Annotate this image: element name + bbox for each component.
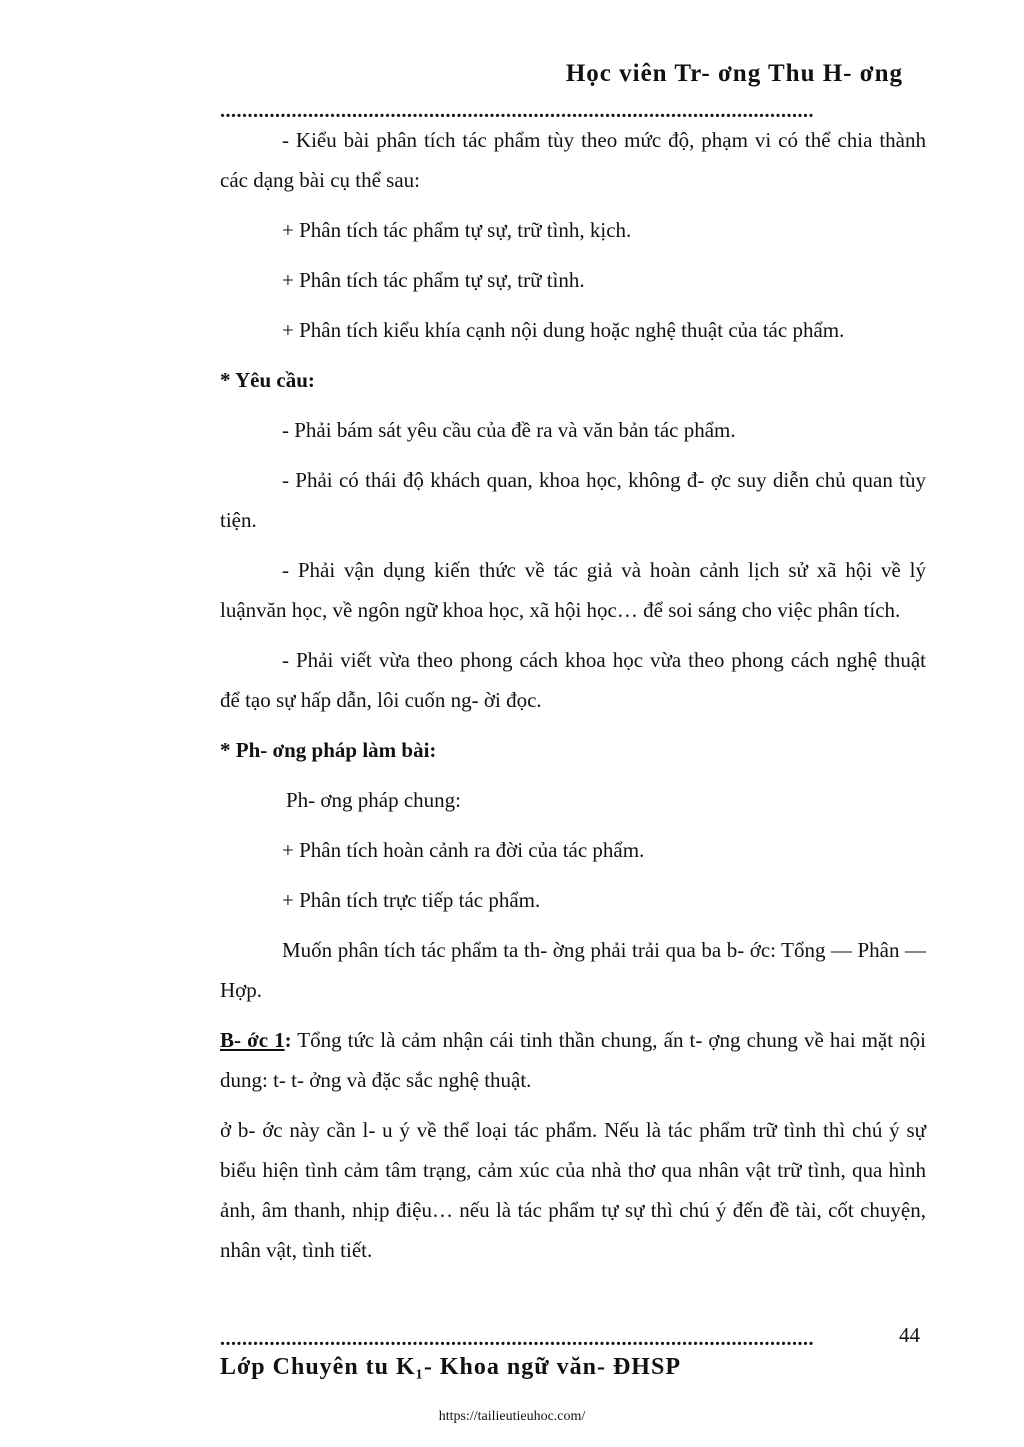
step-label: B- ớc 1 — [220, 1028, 285, 1052]
paragraph: + Phân tích hoàn cảnh ra đời của tác phẩm. — [282, 838, 645, 862]
step-text: Tổng tức là cảm nhận cái tinh thần chung, ấn t- ợng chung về hai mặt nội dung: t- t- ởng và đặc sắc nghệ thuật. — [220, 1028, 926, 1092]
page-number: 44 — [899, 1323, 920, 1347]
paragraph: Muốn phân tích tác phẩm ta th- ờng phải trải qua ba b- ớc: Tổng — Phân — Hợp. — [220, 938, 926, 1002]
source-url: https://tailieutieuhoc.com/ — [438, 1409, 586, 1424]
paragraph: + Phân tích kiểu khía cạnh nội dung hoặc nghệ thuật của tác phẩm. — [282, 318, 845, 342]
paragraph: Ph- ơng pháp chung: — [286, 788, 462, 812]
header-title: Học viên Tr- ơng Thu H- ơng — [565, 60, 903, 87]
step-colon: : — [284, 1028, 292, 1052]
step-paragraph — [220, 1020, 926, 1100]
paragraph: + Phân tích tác phẩm tự sự, trữ tình, kịch. — [282, 218, 632, 242]
paragraph: - Kiểu bài phân tích tác phẩm tùy theo mức độ, phạm vi có thể chia thành các dạng bài cụ thể sau: — [220, 128, 926, 192]
dotted-divider-top: ............................................................................................................ — [220, 100, 814, 122]
page-body — [220, 120, 926, 1280]
paragraph: + Phân tích trực tiếp tác phẩm. — [282, 888, 541, 912]
dotted-divider-bottom: ............................................................................................................ — [220, 1328, 814, 1350]
paragraph: - Phải viết vừa theo phong cách khoa học vừa theo phong cách nghệ thuật để tạo sự hấp dẫn, lôi cuốn ng- ời đọc. — [220, 648, 926, 712]
paragraph: + Phân tích tác phẩm tự sự, trữ tình. — [282, 268, 585, 292]
footer-title: Lớp Chuyên tu K₁- Khoa ngữ văn- ĐHSP — [220, 1354, 681, 1380]
paragraph: ở b- ớc này cần l- u ý về thể loại tác phẩm. Nếu là tác phẩm trữ tình thì chú ý sự biểu hiện tình cảm tâm trạng, cảm xúc của nhà thơ qua nhân vật trữ tình, qua hình ảnh, âm thanh, nhịp điệu… nếu là tác phẩm tự sự thì chú ý đến đề tài, cốt chuyện, nhân vật, tình tiết. — [220, 1118, 926, 1262]
section-heading: * Ph- ơng pháp làm bài: — [220, 738, 437, 762]
paragraph: - Phải vận dụng kiến thức về tác giả và hoàn cảnh lịch sử xã hội về lý luậnvăn học, về ngôn ngữ khoa học, xã hội học… để soi sáng cho việc phân tích. — [220, 558, 926, 622]
paragraph: - Phải có thái độ khách quan, khoa học, không đ- ợc suy diễn chủ quan tùy tiện. — [220, 468, 926, 532]
section-heading: * Yêu cầu: — [220, 368, 315, 392]
paragraph: - Phải bám sát yêu cầu của đề ra và văn bản tác phẩm. — [282, 418, 736, 442]
